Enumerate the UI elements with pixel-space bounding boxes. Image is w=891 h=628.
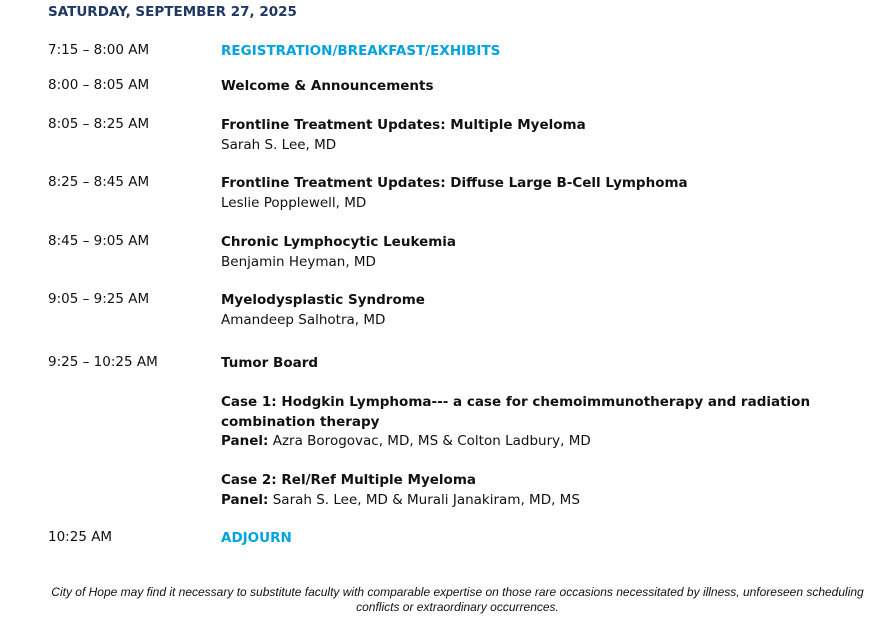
schedule-speaker: Leslie Popplewell, MD	[221, 194, 367, 211]
case-panel	[221, 432, 841, 452]
footer-note: City of Hope may find it necessary to substitute faculty with comparable expertise on those rare occasions necessitated by illness, unforeseen scheduling conflicts or extraordinary occurrences.	[51, 585, 864, 614]
schedule-title: Tumor Board	[221, 355, 319, 371]
schedule-speaker: Benjamin Heyman, MD	[221, 253, 376, 270]
schedule-time: 8:05 – 8:25 AM	[48, 116, 150, 132]
schedule-title: Myelodysplastic Syndrome	[221, 292, 425, 308]
panel-label: Panel:	[221, 491, 269, 508]
case-title: Case 1: Hodgkin Lymphoma--- a case for chemoimmunotherapy and radiation combination therapy	[221, 394, 811, 430]
schedule-title: Frontline Treatment Updates: Diffuse Large B-Cell Lymphoma	[221, 175, 688, 191]
schedule-time: 8:45 – 9:05 AM	[48, 233, 150, 249]
schedule-time: 9:25 – 10:25 AM	[48, 354, 158, 370]
schedule-title: ADJOURN	[221, 530, 292, 546]
schedule-time: 9:05 – 9:25 AM	[48, 291, 150, 307]
schedule-title: Chronic Lymphocytic Leukemia	[221, 234, 457, 250]
schedule-speaker: Sarah S. Lee, MD	[221, 136, 337, 153]
schedule-time: 8:25 – 8:45 AM	[48, 174, 150, 190]
case-title: Case 2: Rel/Ref Multiple Myeloma	[221, 472, 477, 488]
panel-label: Panel:	[221, 433, 269, 449]
schedule-title: Welcome & Announcements	[221, 78, 434, 94]
schedule-time: 7:15 – 8:00 AM	[48, 42, 150, 58]
schedule-time: 8:00 – 8:05 AM	[48, 77, 150, 93]
case-panel	[221, 491, 841, 511]
schedule-title: REGISTRATION/BREAKFAST/EXHIBITS	[221, 43, 501, 59]
schedule-time: 10:25 AM	[48, 529, 113, 545]
schedule-date: SATURDAY, SEPTEMBER 27, 2025	[48, 4, 297, 20]
schedule-title: Frontline Treatment Updates: Multiple Myeloma	[221, 117, 586, 133]
panel-names: Azra Borogovac, MD, MS & Colton Ladbury, MD	[268, 433, 591, 449]
schedule-speaker: Amandeep Salhotra, MD	[221, 311, 386, 328]
panel-names: Sarah S. Lee, MD & Murali Janakiram, MD, MS	[268, 491, 580, 508]
